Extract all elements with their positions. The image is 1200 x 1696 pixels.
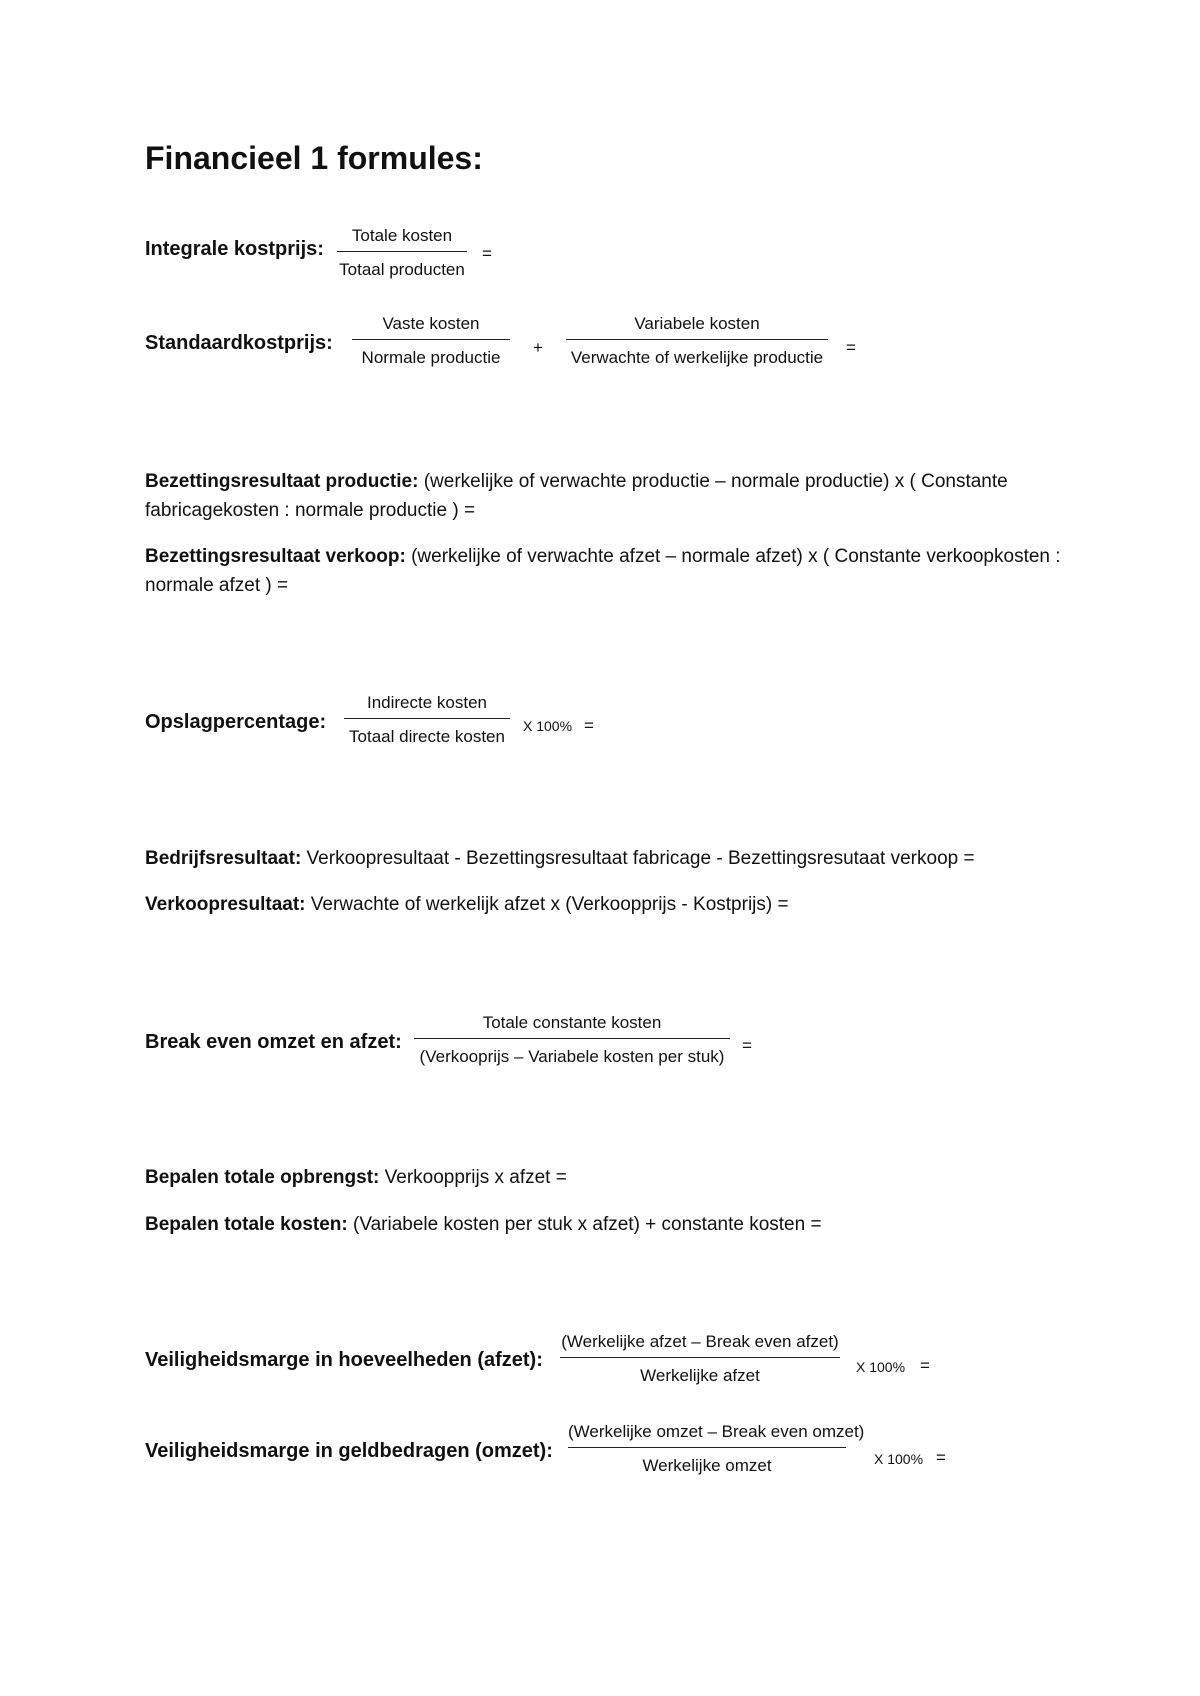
opslagpercentage-fraction	[344, 693, 510, 747]
bepalen-totale-kosten-label: Bepalen totale kosten:	[145, 1214, 348, 1235]
plus-sign: +	[533, 338, 543, 357]
bezettingsresultaat-verkoop	[145, 542, 1075, 600]
verkoopresultaat-formula: Verwachte of werkelijk afzet x (Verkoopprijs - Kostprijs) =	[305, 894, 789, 915]
standaardkostprijs-fraction-variabel	[566, 314, 828, 368]
integrale-kostprijs-fraction	[337, 226, 467, 280]
fraction-numerator: (Werkelijke omzet – Break even omzet)	[568, 1422, 865, 1441]
fraction-numerator: Totale constante kosten	[482, 1013, 662, 1032]
standaardkostprijs-label: Standaardkostprijs:	[145, 332, 333, 354]
fraction-denominator: Normale productie	[361, 348, 501, 367]
equals-sign: =	[936, 1448, 946, 1467]
veiligheidsmarge-afzet-fraction	[560, 1332, 840, 1386]
break-even-label: Break even omzet en afzet:	[145, 1031, 402, 1053]
bedrijfsresultaat	[145, 848, 975, 870]
equals-sign: =	[482, 244, 492, 263]
opslagpercentage-label: Opslagpercentage:	[145, 711, 327, 733]
bedrijfsresultaat-label: Bedrijfsresultaat:	[145, 848, 302, 869]
bepalen-totale-kosten-formula: (Variabele kosten per stuk x afzet) + constante kosten =	[347, 1214, 822, 1235]
bezettingsresultaat-productie-formula: (werkelijke of verwachte productie – normale productie) x ( Constante fabricagekosten : normale productie ) =	[145, 471, 1008, 521]
fraction-numerator: Variabele kosten	[634, 314, 760, 333]
percentage-multiplier: X 100%	[523, 718, 573, 734]
veiligheidsmarge-afzet-label: Veiligheidsmarge in hoeveelheden (afzet):	[145, 1349, 543, 1371]
verkoopresultaat-label: Verkoopresultaat:	[145, 894, 306, 915]
fraction-numerator: Totale kosten	[351, 226, 453, 245]
fraction-numerator: (Werkelijke afzet – Break even afzet)	[561, 1332, 839, 1351]
bepalen-totale-kosten	[145, 1214, 822, 1236]
break-even-fraction	[414, 1013, 730, 1067]
bepalen-totale-opbrengst	[145, 1167, 567, 1189]
percentage-multiplier: X 100%	[856, 1359, 906, 1375]
equals-sign: =	[742, 1036, 752, 1055]
fraction-denominator: Werkelijke afzet	[640, 1366, 760, 1385]
verkoopresultaat	[145, 894, 789, 916]
bezettingsresultaat-productie	[145, 467, 1075, 525]
fraction-numerator: Indirecte kosten	[366, 693, 487, 712]
standaardkostprijs-fraction-vast	[352, 314, 510, 368]
bezettingsresultaat-verkoop-label: Bezettingsresultaat verkoop:	[145, 546, 406, 567]
fraction-denominator: Totaal producten	[339, 260, 465, 279]
percentage-multiplier: X 100%	[874, 1451, 924, 1467]
equals-sign: =	[584, 716, 594, 735]
bedrijfsresultaat-formula: Verkoopresultaat - Bezettingsresultaat fabricage - Bezettingsresutaat verkoop =	[301, 848, 975, 869]
equals-sign: =	[846, 338, 856, 357]
fraction-denominator: Totaal directe kosten	[349, 727, 505, 746]
veiligheidsmarge-omzet-fraction	[568, 1422, 865, 1476]
bezettingsresultaat-productie-label: Bezettingsresultaat productie:	[145, 471, 419, 492]
fraction-denominator: (Verkooprijs – Variabele kosten per stuk)	[419, 1047, 725, 1066]
veiligheidsmarge-omzet-label: Veiligheidsmarge in geldbedragen (omzet):	[145, 1440, 553, 1462]
fraction-denominator: Verwachte of werkelijke productie	[570, 348, 824, 367]
bepalen-totale-opbrengst-formula: Verkoopprijs x afzet =	[379, 1167, 567, 1188]
equals-sign: =	[920, 1356, 930, 1375]
bepalen-totale-opbrengst-label: Bepalen totale opbrengst:	[145, 1167, 380, 1188]
page-title: Financieel 1 formules:	[145, 140, 483, 176]
bezettingsresultaat-verkoop-formula: (werkelijke of verwachte afzet – normale afzet) x ( Constante verkoopkosten : normale afzet ) =	[145, 546, 1061, 596]
integrale-kostprijs-label: Integrale kostprijs:	[145, 238, 324, 260]
fraction-denominator: Werkelijke omzet	[642, 1456, 772, 1475]
fraction-numerator: Vaste kosten	[382, 314, 480, 333]
